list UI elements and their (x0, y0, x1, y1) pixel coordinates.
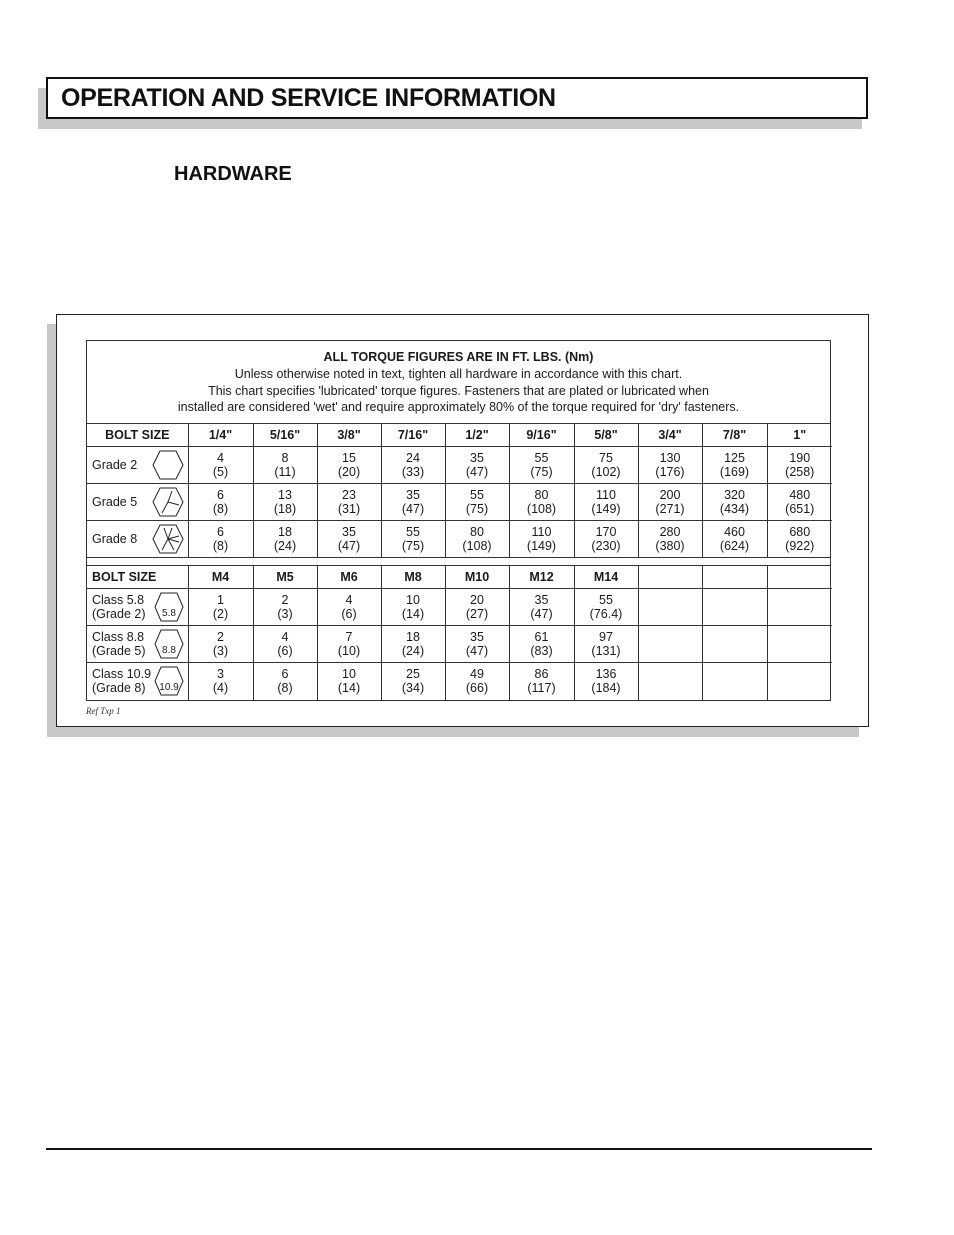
footer-rule (46, 1148, 872, 1150)
grade-label: Grade 8 (92, 532, 138, 546)
table-row (87, 663, 832, 700)
empty-cell (767, 663, 832, 700)
class-cell (87, 626, 188, 663)
class-label: Class 5.8 (Grade 2) (92, 593, 146, 621)
torque-cell: 49 (66) (445, 663, 509, 700)
size-header: M8 (381, 566, 445, 589)
grade-cell (87, 447, 188, 484)
table-row (87, 626, 832, 663)
torque-cell: 680 (922) (767, 521, 832, 558)
hex-class-5-8-icon (154, 592, 184, 625)
torque-cell: 35 (47) (445, 447, 509, 484)
torque-cell: 125 (169) (702, 447, 767, 484)
reference-code: Ref Txp 1 (86, 706, 121, 716)
size-header: 3/4" (638, 424, 702, 447)
size-header: 5/8" (574, 424, 638, 447)
torque-cell: 2 (3) (253, 589, 317, 626)
torque-cell: 10 (14) (317, 663, 381, 700)
svg-text:8.8: 8.8 (162, 645, 176, 656)
hex-grade8-icon (152, 524, 184, 557)
torque-cell: 25 (34) (381, 663, 445, 700)
empty-cell (767, 589, 832, 626)
torque-cell: 55 (76.4) (574, 589, 638, 626)
size-header: 1" (767, 424, 832, 447)
svg-text:10.9: 10.9 (159, 682, 179, 693)
size-header (702, 566, 767, 589)
torque-cell: 1 (2) (188, 589, 253, 626)
size-header: 9/16" (509, 424, 574, 447)
grade-label: Grade 2 (92, 458, 138, 472)
torque-chart-frame (56, 314, 869, 727)
bolt-size-header: BOLT SIZE (87, 424, 188, 447)
torque-cell: 86 (117) (509, 663, 574, 700)
torque-cell: 35 (47) (445, 626, 509, 663)
size-header: 3/8" (317, 424, 381, 447)
size-header: M6 (317, 566, 381, 589)
hex-grade5-icon (152, 487, 184, 520)
torque-cell: 4 (6) (317, 589, 381, 626)
size-header: 5/16" (253, 424, 317, 447)
chart-notes (87, 341, 830, 424)
size-header: M12 (509, 566, 574, 589)
size-header: M14 (574, 566, 638, 589)
metric-torque-table (87, 566, 832, 700)
torque-cell: 23 (31) (317, 484, 381, 521)
sae-torque-table (87, 424, 832, 557)
torque-cell: 320 (434) (702, 484, 767, 521)
torque-cell: 55 (75) (381, 521, 445, 558)
hex-grade2-icon (152, 450, 184, 483)
torque-chart (86, 340, 831, 701)
torque-cell: 97 (131) (574, 626, 638, 663)
torque-cell: 3 (4) (188, 663, 253, 700)
size-header (638, 566, 702, 589)
size-header: 1/4" (188, 424, 253, 447)
torque-cell: 35 (47) (381, 484, 445, 521)
torque-cell: 8 (11) (253, 447, 317, 484)
page-title: OPERATION AND SERVICE INFORMATION (61, 84, 556, 112)
size-header: M5 (253, 566, 317, 589)
grade-cell (87, 484, 188, 521)
torque-cell: 80 (108) (445, 521, 509, 558)
size-header: 1/2" (445, 424, 509, 447)
torque-cell: 136 (184) (574, 663, 638, 700)
empty-cell (638, 663, 702, 700)
torque-cell: 55 (75) (445, 484, 509, 521)
torque-cell: 35 (47) (317, 521, 381, 558)
chart-note-line: Unless otherwise noted in text, tighten all hardware in accordance with this chart. (234, 366, 683, 381)
chart-header: ALL TORQUE FIGURES ARE IN FT. LBS. (Nm) (323, 350, 594, 364)
torque-cell: 6 (8) (253, 663, 317, 700)
hex-class-10-9-icon (154, 666, 184, 699)
torque-cell: 200 (271) (638, 484, 702, 521)
hex-class-8-8-icon (154, 629, 184, 662)
torque-cell: 18 (24) (253, 521, 317, 558)
torque-cell: 460 (624) (702, 521, 767, 558)
size-header: M4 (188, 566, 253, 589)
empty-cell (767, 626, 832, 663)
svg-text:5.8: 5.8 (162, 608, 176, 619)
torque-cell: 35 (47) (509, 589, 574, 626)
chart-note-line: This chart specifies 'lubricated' torque figures. Fasteners that are plated or lubricated when (208, 383, 709, 398)
torque-cell: 4 (6) (253, 626, 317, 663)
torque-cell: 110 (149) (509, 521, 574, 558)
torque-cell: 2 (3) (188, 626, 253, 663)
table-row (87, 484, 832, 521)
size-header: M10 (445, 566, 509, 589)
torque-cell: 61 (83) (509, 626, 574, 663)
torque-cell: 480 (651) (767, 484, 832, 521)
size-header: 7/16" (381, 424, 445, 447)
table-divider (87, 557, 830, 566)
metric-header-row (87, 566, 832, 589)
torque-cell: 280 (380) (638, 521, 702, 558)
size-header: 7/8" (702, 424, 767, 447)
torque-cell: 190 (258) (767, 447, 832, 484)
torque-cell: 4 (5) (188, 447, 253, 484)
page-banner (46, 77, 868, 119)
torque-cell: 75 (102) (574, 447, 638, 484)
torque-cell: 24 (33) (381, 447, 445, 484)
chart-note-line: installed are considered 'wet' and require approximately 80% of the torque required for 'dry' fasteners. (177, 400, 740, 415)
empty-cell (702, 589, 767, 626)
sae-header-row (87, 424, 832, 447)
section-title: HARDWARE (174, 163, 292, 185)
class-label: Class 8.8 (Grade 5) (92, 630, 146, 658)
table-row (87, 521, 832, 558)
class-cell (87, 589, 188, 626)
torque-cell: 55 (75) (509, 447, 574, 484)
torque-cell: 10 (14) (381, 589, 445, 626)
grade-cell (87, 521, 188, 558)
torque-cell: 170 (230) (574, 521, 638, 558)
torque-cell: 15 (20) (317, 447, 381, 484)
torque-cell: 6 (8) (188, 521, 253, 558)
torque-cell: 7 (10) (317, 626, 381, 663)
empty-cell (702, 626, 767, 663)
torque-cell: 13 (18) (253, 484, 317, 521)
torque-cell: 130 (176) (638, 447, 702, 484)
empty-cell (638, 626, 702, 663)
torque-cell: 110 (149) (574, 484, 638, 521)
class-label: Class 10.9 (Grade 8) (92, 667, 152, 695)
torque-cell: 80 (108) (509, 484, 574, 521)
torque-cell: 18 (24) (381, 626, 445, 663)
torque-cell: 6 (8) (188, 484, 253, 521)
table-row (87, 447, 832, 484)
grade-label: Grade 5 (92, 495, 138, 509)
empty-cell (702, 663, 767, 700)
torque-cell: 20 (27) (445, 589, 509, 626)
bolt-size-header: BOLT SIZE (87, 566, 188, 589)
class-cell (87, 663, 188, 700)
size-header (767, 566, 832, 589)
table-row (87, 589, 832, 626)
empty-cell (638, 589, 702, 626)
